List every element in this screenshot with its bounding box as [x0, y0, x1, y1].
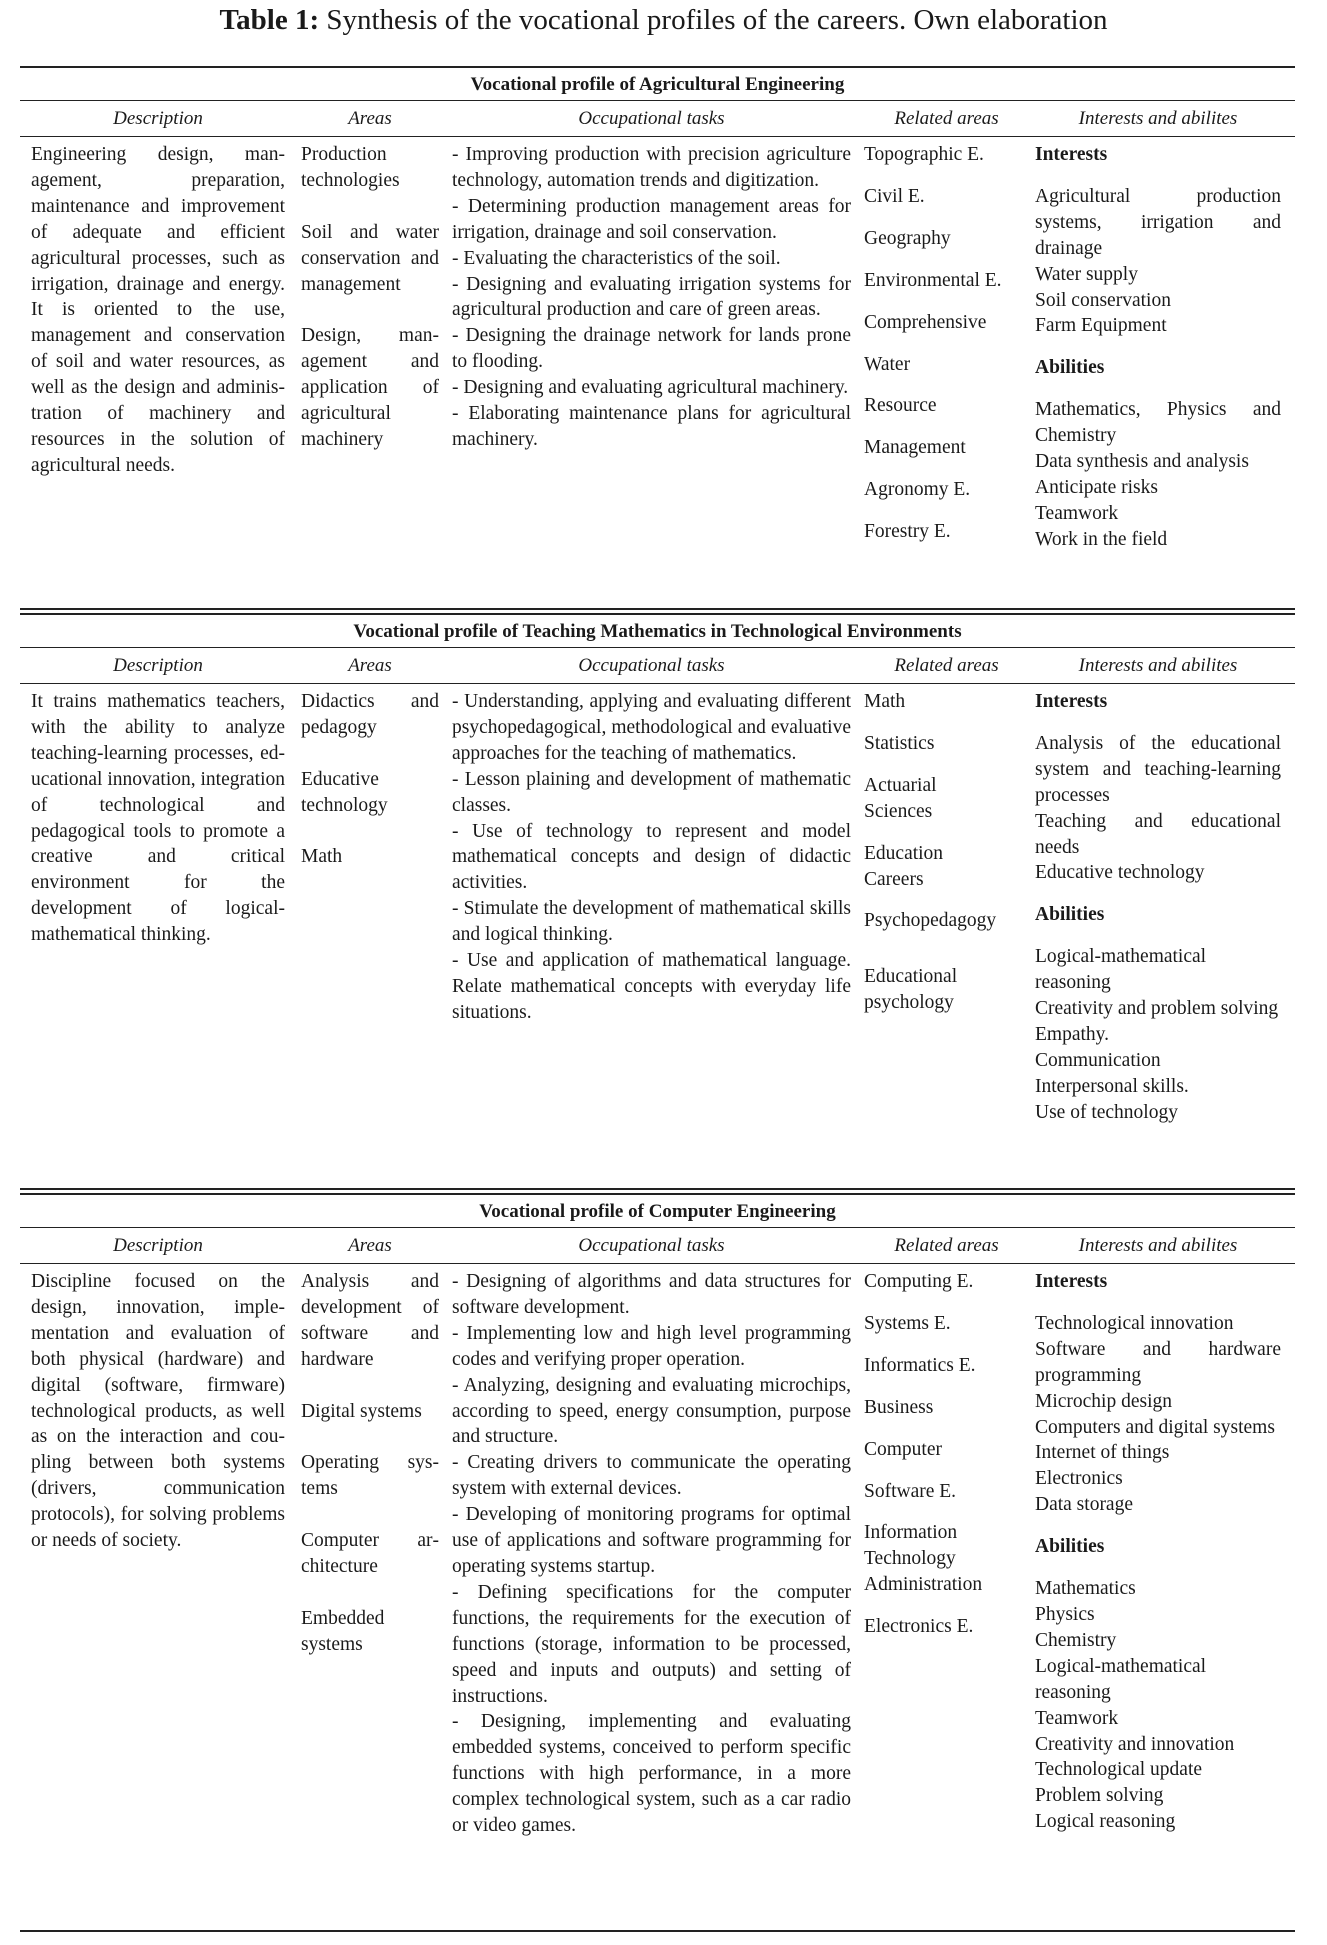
ability-item: Teamwork [1035, 1707, 1119, 1729]
related-item: Math [864, 691, 906, 712]
section-title: Vocational profile of Computer Engineering [479, 1201, 836, 1222]
task-item: - Understanding, applying and evaluating different psychopedagogical, methodological and evaluative approaches for the teaching of mathematics. [452, 691, 851, 764]
related-item: Environmental E. [864, 269, 1002, 291]
related-cell [860, 689, 1029, 1126]
interest-item: Teaching and educational needs [1035, 810, 1281, 858]
task-item: - Defining specifications for the computer functions, the requirements for the execution of functions (storage, information to be processed, speed and inputs and outputs) and setting of instructions. [452, 1581, 851, 1707]
interest-item: Farm Equipment [1035, 315, 1167, 337]
ability-item: Physics [1035, 1603, 1095, 1625]
interest-item: Soil conservation [1035, 289, 1171, 311]
header-description: Description [113, 655, 203, 676]
task-item: - Evaluating the characteristics of the soil. [452, 247, 781, 269]
interest-item: Electronics [1035, 1468, 1123, 1490]
header-interests-abilities: Interests and abilites [1078, 1235, 1238, 1256]
related-item: Geography [864, 227, 951, 249]
task-item: - Designing and evaluating irrigation systems for agricultural production and care of green areas. [452, 273, 851, 321]
ability-item: Creativity and problem solving [1035, 998, 1279, 1020]
area-item: Analysis and development of software and hardware [301, 1271, 439, 1370]
related-item: Resource [864, 395, 937, 417]
spacer [1035, 1518, 1281, 1534]
profile-section-teaching-math [20, 608, 1295, 1126]
task-item: - Designing, implementing and evaluating embedded systems, conceived to perform specific functions with high performance, in a more complex technological system, such as a car radio or video games. [452, 1711, 851, 1837]
task-item: - Determining production management areas for irrigation, drainage and soil conservation. [452, 195, 851, 243]
spacer [1035, 339, 1281, 355]
interests-abilities-cell [1029, 1269, 1295, 1839]
header-tasks: Occupational tasks [578, 655, 725, 676]
related-item: Civil E. [864, 185, 925, 207]
ability-item: Technological update [1035, 1759, 1203, 1781]
task-item: - Designing of algorithms and data structures for software development. [452, 1271, 851, 1318]
spacer [1035, 886, 1281, 902]
interest-item: Educative technology [1035, 862, 1205, 884]
tasks-cell [442, 1269, 860, 1839]
related-item: Information Technology Administration [864, 1522, 983, 1596]
ability-item: Teamwork [1035, 502, 1119, 524]
related-item: Management [864, 437, 966, 459]
ability-item: Data synthesis and analysis [1035, 451, 1249, 473]
abilities-heading: Abilities [1035, 904, 1105, 926]
abilities-heading: Abilities [1035, 357, 1105, 379]
bottom-rule [20, 1930, 1295, 1932]
related-item: Business [864, 1396, 934, 1418]
interest-item: Microchip design [1035, 1390, 1173, 1412]
interest-item: Water supply [1035, 263, 1138, 285]
area-item: Didactics and pedagogy [301, 691, 439, 738]
ability-item: Anticipate risks [1035, 476, 1158, 498]
related-item: Topographic E. [864, 144, 984, 165]
interests-heading: Interests [1035, 691, 1108, 712]
description-cell: It trains mathematics teachers, with the ability to analyze teaching-learning processes, educational innovation, integration of technological and pedagogical tools to promote a creative and critical environment for the development of logical-mathematical thinking. [31, 691, 285, 946]
caption-text: Synthesis of the vocational profiles of the careers. Own elaboration [319, 4, 1108, 36]
area-item: Operating systems [301, 1452, 439, 1500]
interest-item: Internet of things [1035, 1442, 1170, 1464]
double-rule [20, 1188, 1295, 1195]
column-header-row [20, 101, 1295, 136]
interest-item: Computers and digital systems [1035, 1416, 1275, 1438]
area-item: Math [301, 846, 343, 868]
task-item: - Stimulate the development of mathematical skills and logical thinking. [452, 898, 851, 946]
section-title: Vocational profile of Agricultural Engineering [470, 74, 845, 95]
column-header-row [20, 648, 1295, 683]
area-item: Educative technology [301, 768, 388, 816]
areas-cell [293, 689, 442, 1126]
table-caption [0, 2, 1327, 38]
ability-item: Communication [1035, 1049, 1161, 1071]
header-interests-abilities: Interests and abilites [1078, 655, 1238, 676]
related-cell [860, 142, 1029, 561]
related-item: Systems E. [864, 1312, 951, 1334]
ability-item: Use of technology [1035, 1101, 1178, 1123]
ability-item: Problem solving [1035, 1785, 1164, 1807]
abilities-heading: Abilities [1035, 1536, 1105, 1558]
interests-heading: Interests [1035, 1271, 1108, 1292]
tasks-cell [442, 689, 860, 1126]
header-areas: Areas [348, 108, 392, 129]
task-item: - Elaborating maintenance plans for agricultural machinery. [452, 403, 851, 450]
area-item: Embedded systems [301, 1607, 385, 1655]
ability-item: Work in the field [1035, 528, 1168, 550]
area-item: Soil and water conservation and management [301, 221, 439, 295]
header-description: Description [113, 108, 203, 129]
task-item: - Designing the drainage network for lands prone to flooding. [452, 325, 851, 373]
header-related: Related areas [894, 108, 999, 129]
table-row [20, 1264, 1295, 1839]
areas-cell [293, 142, 442, 561]
interests-heading: Interests [1035, 144, 1108, 165]
related-item: Agronomy E. [864, 479, 971, 501]
related-item: Water [864, 353, 911, 375]
column-header-row [20, 1228, 1295, 1263]
task-item: - Improving production with precision agriculture technology, automation trends and digitization. [452, 144, 851, 191]
interest-item: Software and hardware programming [1035, 1338, 1281, 1386]
interest-item: Technological innovation [1035, 1312, 1234, 1334]
interests-abilities-cell [1029, 689, 1295, 1126]
related-item: Computer [864, 1438, 942, 1460]
related-item: Computing E. [864, 1271, 974, 1292]
profile-section-computer-engineering [20, 1188, 1295, 1839]
ability-item: Empathy. [1035, 1023, 1110, 1045]
header-related: Related areas [894, 1235, 999, 1256]
double-rule [20, 608, 1295, 615]
related-item: Education Careers [864, 842, 944, 890]
header-areas: Areas [348, 1235, 392, 1256]
related-item: Educational psychology [864, 966, 958, 1014]
ability-item: Interpersonal skills. [1035, 1075, 1189, 1097]
task-item: - Use and application of mathematical language. Relate mathematical concepts with everyday life situations. [452, 950, 851, 1023]
task-item: - Lesson plaining and development of mathematic classes. [452, 768, 851, 816]
task-item: - Analyzing, designing and evaluating microchips, according to speed, energy consumption, purpose and structure. [452, 1374, 851, 1448]
ability-item: Mathematics, Physics and Chemistry [1035, 399, 1281, 447]
ability-item: Logical-mathematical reasoning [1035, 946, 1207, 994]
description-cell: Discipline focused on the design, innovation, implementation and evaluation of both physical (hardware) and digital (software, firmware) technological products, as well as on the interaction and coupling between both systems (drivers, communication protocols), for solving problems or needs of society. [31, 1271, 285, 1552]
header-areas: Areas [348, 655, 392, 676]
ability-item: Logical reasoning [1035, 1811, 1176, 1833]
interest-item: Analysis of the educational system and teaching-learning processes [1035, 732, 1281, 806]
table-row [20, 137, 1295, 561]
area-item: Digital systems [301, 1400, 422, 1422]
related-item: Forestry E. [864, 521, 951, 543]
ability-item: Mathematics [1035, 1578, 1136, 1600]
description-cell: Engineering design, management, preparation, maintenance and improvement of adequate and efficient agricultural processes, such as irrigation, drainage and energy. It is oriented to the use, management and conservation of soil and water resources, as well as the design and administration of machinery and resources in the solution of agricultural needs. [31, 144, 285, 476]
task-item: - Developing of monitoring programs for optimal use of applications and software programming for operating systems startup. [452, 1504, 851, 1577]
interests-abilities-cell [1029, 142, 1295, 561]
task-item: - Implementing low and high level programming codes and verifying proper operation. [452, 1322, 851, 1370]
interest-item: Data storage [1035, 1494, 1133, 1516]
area-item: Production technologies [301, 144, 400, 191]
related-cell [860, 1269, 1029, 1839]
tasks-cell [442, 142, 860, 561]
related-item: Comprehensive [864, 311, 987, 333]
table-row [20, 684, 1295, 1126]
profile-section-agricultural [20, 66, 1295, 561]
task-item: - Use of technology to represent and model mathematical concepts and design of didactic activities. [452, 820, 851, 894]
related-item: Psychopedagogy [864, 910, 997, 932]
interest-item: Agricultural production systems, irrigation and drainage [1035, 185, 1281, 259]
area-item: Design, management and application of agricultural machinery [301, 325, 439, 450]
header-tasks: Occupational tasks [578, 1235, 725, 1256]
related-item: Actuarial Sciences [864, 774, 937, 822]
related-item: Electronics E. [864, 1616, 974, 1638]
header-related: Related areas [894, 655, 999, 676]
header-description: Description [113, 1235, 203, 1256]
caption-label: Table 1: [219, 4, 320, 36]
area-item: Computer architecture [301, 1530, 439, 1577]
ability-item: Chemistry [1035, 1629, 1117, 1651]
related-item: Software E. [864, 1480, 957, 1502]
related-item: Informatics E. [864, 1354, 976, 1376]
header-interests-abilities: Interests and abilites [1078, 108, 1238, 129]
areas-cell [293, 1269, 442, 1839]
header-tasks: Occupational tasks [578, 108, 725, 129]
task-item: - Creating drivers to communicate the operating system with external devices. [452, 1452, 851, 1500]
ability-item: Logical-mathematical reasoning [1035, 1655, 1207, 1703]
task-item: - Designing and evaluating agricultural machinery. [452, 377, 849, 399]
related-item: Statistics [864, 732, 935, 754]
ability-item: Creativity and innovation [1035, 1733, 1235, 1755]
section-title: Vocational profile of Teaching Mathematics in Technological Environments [353, 621, 962, 642]
